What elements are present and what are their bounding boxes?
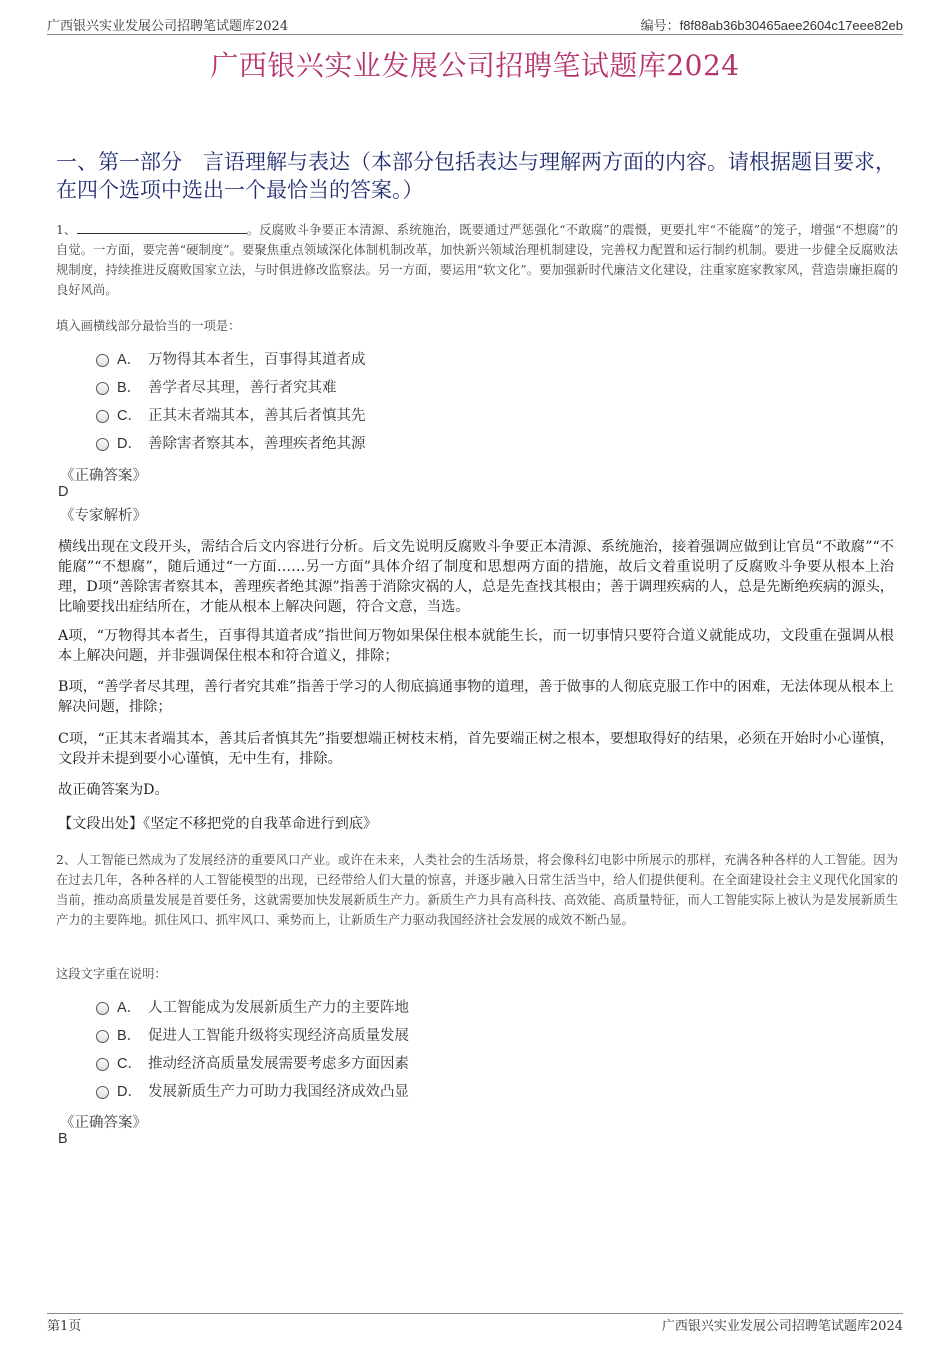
radio-icon[interactable]: [96, 410, 109, 423]
page-footer: [47, 1313, 903, 1332]
analysis-conclusion: 故正确答案为D。: [58, 782, 169, 798]
page-title: 广西银兴实业发展公司招聘笔试题库2024: [210, 49, 740, 82]
question-number: 1、: [56, 223, 77, 237]
page-number: 第1页: [47, 1319, 82, 1334]
option-text: 人工智能成为发展新质生产力的主要阵地: [148, 1000, 409, 1016]
option-text: 促进人工智能升级将实现经济高质量发展: [148, 1028, 409, 1044]
option-letter: A．: [117, 352, 142, 368]
analysis-paragraph: 横线出现在文段开头，需结合后文内容进行分析。后文先说明反腐败斗争要正本清源、系统施治，接着强调应做到让官员“不敢腐”“不能腐”“不想腐”，随后通过“一方面……另一方面”具体介绍了制度和思想两方面的措施，故后文着重说明了反腐败斗争要从根本上治理，D项“善除害者察其本，善理疾者绝其源”指善于消除灾祸的人，总是先查找其根由；善于调理疾病的人，总是先断绝疾病的源头，比喻要找出症结所在，才能从根本上解决问题，符合文意，当选。: [58, 539, 894, 615]
footer-title: 广西银兴实业发展公司招聘笔试题库2024: [661, 1319, 903, 1334]
analysis-paragraph: B项，“善学者尽其理，善行者究其难”指善于学习的人彻底搞通事物的道理，善于做事的人彻底克服工作中的困难，无法体现从根本上解决问题，排除；: [58, 679, 894, 715]
option-letter: D．: [117, 1084, 142, 1100]
section-heading: 一、第一部分 言语理解与表达（本部分包括表达与理解两方面的内容。请根据题目要求，在四个选项中选出一个最恰当的答案。）: [56, 150, 896, 202]
answer-label: 《正确答案》: [60, 468, 147, 484]
radio-icon[interactable]: [96, 1030, 109, 1043]
radio-icon[interactable]: [96, 1058, 109, 1071]
option-letter: B．: [117, 1028, 142, 1044]
header-title: 广西银兴实业发展公司招聘笔试题库2024: [47, 19, 289, 34]
document-id: 编号：f8f88ab36b30465aee2604c17eee82eb: [640, 18, 903, 33]
fill-blank: [77, 221, 247, 234]
option-text: 发展新质生产力可助力我国经济成效凸显: [148, 1084, 409, 1100]
question-1-prompt: 填入画横线部分最恰当的一项是：: [56, 319, 241, 333]
option-letter: A．: [117, 1000, 142, 1016]
question-1-text: [56, 220, 898, 300]
option-text: 正其末者端其本，善其后者慎其先: [148, 408, 366, 424]
option-text: 推动经济高质量发展需要考虑多方面因素: [148, 1056, 409, 1072]
radio-icon[interactable]: [96, 438, 109, 451]
radio-icon[interactable]: [96, 354, 109, 367]
option-text: 万物得其本者生，百事得其道者成: [148, 352, 366, 368]
radio-icon[interactable]: [96, 1086, 109, 1099]
answer-value: B: [58, 1131, 68, 1147]
answer-label: 《正确答案》: [60, 1115, 147, 1131]
radio-icon[interactable]: [96, 382, 109, 395]
page-header: [47, 14, 903, 35]
answer-value: D: [58, 484, 69, 500]
option-text: 善除害者察其本，善理疾者绝其源: [148, 436, 366, 452]
analysis-source: 【文段出处】《坚定不移把党的自我革命进行到底》: [58, 816, 378, 832]
option-letter: D．: [117, 436, 142, 452]
option-letter: B．: [117, 380, 142, 396]
question-2-prompt: 这段文字重在说明：: [56, 967, 167, 981]
question-2-text: 2、人工智能已然成为了发展经济的重要风口产业。或许在未来，人类社会的生活场景，将会像科幻电影中所展示的那样，充满各种各样的人工智能。因为在过去几年，各种各样的人工智能模型的出现，已经带给人们大量的惊喜，并逐步融入日常生活当中，给人们提供便利。在全面建设社会主义现代化国家的当前，推动高质量发展是首要任务，这就需要加快发展新质生产力。新质生产力具有高科技、高效能、高质量特征，而人工智能实际上被认为是发展新质生产力的主要阵地。抓住风口、抓牢风口、乘势而上，让新质生产力驱动我国经济社会发展的成效不断凸显。: [56, 853, 898, 927]
analysis-label: 《专家解析》: [60, 508, 147, 524]
question-body: 。反腐败斗争要正本清源、系统施治，既要通过严惩强化“不敢腐”的震慑，更要扎牢“不能腐”的笼子，增强“不想腐”的自觉。一方面，要完善“硬制度”。要聚焦重点领域深化体制机制改革，加快新兴领域治理机制建设，完善权力配置和运行制约机制。要进一步健全反腐败法规制度，持续推进反腐败国家立法，与时俱进修改监察法。另一方面，要运用“软文化”。要加强新时代廉洁文化建设，注重家庭家教家风，营造崇廉拒腐的良好风尚。: [56, 223, 898, 297]
option-letter: C．: [117, 1056, 142, 1072]
analysis-paragraph: A项，“万物得其本者生，百事得其道者成”指世间万物如果保住根本就能生长，而一切事情只要符合道义就能成功，文段重在强调从根本上解决问题，并非强调保住根本和符合道义，排除；: [58, 628, 894, 664]
analysis-paragraph: C项，“正其末者端其本，善其后者慎其先”指要想端正树枝末梢，首先要端正树之根本，要想取得好的结果，必须在开始时小心谨慎，文段并未提到要小心谨慎，无中生有，排除。: [58, 731, 894, 767]
option-letter: C．: [117, 408, 142, 424]
radio-icon[interactable]: [96, 1002, 109, 1015]
option-text: 善学者尽其理，善行者究其难: [148, 380, 337, 396]
